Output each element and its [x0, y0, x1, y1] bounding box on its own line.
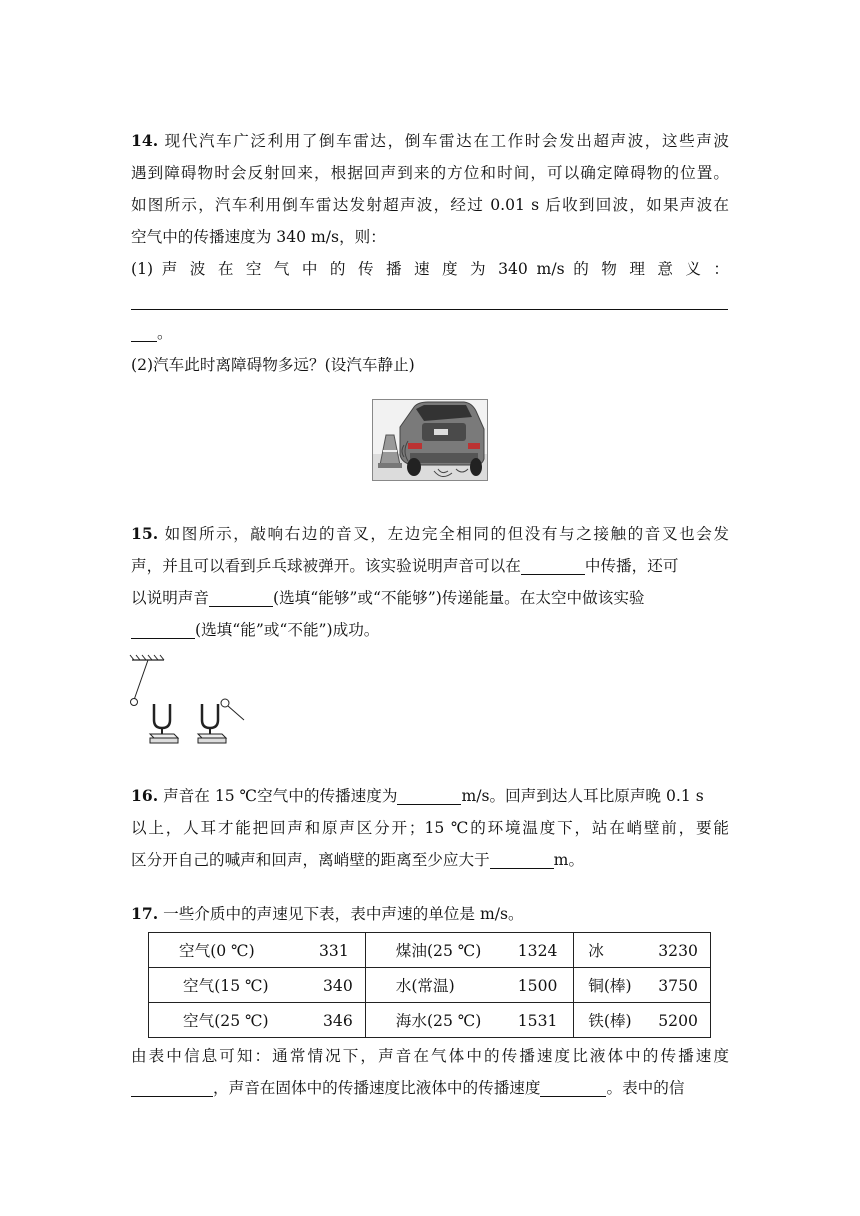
q15-line-4 — [131, 614, 729, 646]
question-14 — [131, 125, 729, 381]
question-number: 15. — [131, 524, 159, 543]
q15-text-3a: 以说明声音 — [131, 589, 209, 607]
question-number: 16. — [131, 786, 159, 805]
table-cell — [365, 1003, 574, 1038]
medium-name: 空气(0 ℃) — [179, 942, 255, 960]
medium-name: 铁(棒) — [588, 1012, 632, 1030]
medium-name: 海水(25 ℃) — [395, 1012, 482, 1030]
medium-name: 空气(25 ℃) — [183, 1012, 269, 1030]
table-row — [149, 933, 711, 968]
q16-line-2: 以上，人耳才能把回声和原声区分开；15 ℃的环境温度下，站在峭壁前，要能 — [131, 819, 729, 837]
medium-name: 煤油(25 ℃) — [395, 942, 482, 960]
q16-text-1a: 声音在 15 ℃空气中的传播速度为 — [163, 787, 398, 805]
speed-value: 331 — [319, 942, 349, 960]
medium-name: 铜(棒) — [588, 977, 632, 995]
table-cell — [149, 933, 366, 968]
q14-text-1: 现代汽车广泛利用了倒车雷达，倒车雷达在工作时会发出超声波，这些声波 — [164, 132, 729, 150]
q17-text-2b: 。表中的信 — [606, 1079, 685, 1097]
q14-answer-line[interactable] — [131, 285, 729, 317]
q14-line-1 — [131, 125, 729, 157]
q15-line-2 — [131, 550, 729, 582]
speed-value: 5200 — [658, 1012, 698, 1030]
question-number: 17. — [131, 904, 159, 923]
q17-after-line-1: 由表中信息可知：通常情况下，声音在气体中的传播速度比液体中的传播速度 — [131, 1047, 729, 1065]
q15-text-2b: 中传播，还可 — [584, 557, 679, 575]
q16-text-3b: m。 — [553, 851, 585, 869]
q15-text-4b: (选填“能”或“不能”)成功。 — [195, 621, 380, 639]
q17-intro-text: 一些介质中的声速见下表，表中声速的单位是 m/s。 — [163, 905, 524, 923]
sound-speed-table — [148, 932, 711, 1038]
question-16 — [131, 780, 729, 876]
speed-value: 3750 — [658, 977, 698, 995]
q17-after-table — [131, 1040, 729, 1104]
q14-sub-question-1: (1) 声 波 在 空 气 中 的 传 播 速 度 为 340 m/s 的 物 理 意 义 ： — [131, 260, 729, 278]
speed-value: 1324 — [517, 942, 558, 960]
speed-value: 346 — [323, 1012, 353, 1030]
question-17 — [131, 898, 729, 930]
medium-name: 冰 — [588, 942, 604, 960]
speed-value: 340 — [323, 977, 353, 995]
q17-intro — [131, 898, 729, 930]
car-reversing-radar-figure — [372, 399, 488, 481]
q15-blank-1[interactable] — [521, 556, 585, 575]
table-cell — [574, 968, 711, 1003]
speed-value: 3230 — [658, 942, 698, 960]
table-cell — [149, 1003, 366, 1038]
q15-blank-3[interactable] — [131, 620, 195, 639]
q17-text-2a: ，声音在固体中的传播速度比液体中的传播速度 — [213, 1079, 541, 1097]
q17-blank-2[interactable] — [540, 1078, 606, 1097]
q16-text-1b: m/s。回声到达人耳比原声晚 0.1 s — [461, 787, 704, 805]
q15-blank-2[interactable] — [209, 588, 273, 607]
medium-name: 水(常温) — [395, 977, 455, 995]
speed-value: 1531 — [517, 1012, 558, 1030]
q14-line-4: 空气中的传播速度为 340 m/s，则： — [131, 228, 386, 246]
table-cell — [574, 1003, 711, 1038]
q14-line-3: 如图所示，汽车利用倒车雷达发射超声波，经过 0.01 s 后收到回波，如果声波在 — [131, 196, 729, 214]
speed-value: 1500 — [517, 977, 558, 995]
table-cell — [365, 968, 574, 1003]
q15-text-1: 如图所示，敲响右边的音叉，左边完全相同的但没有与之接触的音叉也会发 — [164, 525, 729, 543]
q14-answer-line-end[interactable] — [131, 317, 729, 349]
q17-after-line-2 — [131, 1072, 729, 1104]
medium-name: 空气(15 ℃) — [183, 977, 269, 995]
q14-period: 。 — [157, 324, 173, 342]
q14-line-2: 遇到障碍物时会反射回来，根据回声到来的方位和时间，可以确定障碍物的位置。 — [131, 164, 729, 182]
q16-line-3 — [131, 844, 729, 876]
q15-text-3b: (选填“能够”或“不能够”)传递能量。在太空中做该实验 — [272, 589, 645, 607]
question-15 — [131, 518, 729, 646]
q15-line-1 — [131, 518, 729, 550]
tuning-fork-figure — [126, 654, 248, 746]
table-row — [149, 1003, 711, 1038]
q16-blank-1[interactable] — [397, 786, 461, 805]
q15-line-3 — [131, 582, 729, 614]
table-cell — [365, 933, 574, 968]
q16-line-1 — [131, 780, 729, 812]
q14-sub-question-2: (2)汽车此时离障碍物多远？(设汽车静止) — [131, 356, 415, 374]
q16-blank-2[interactable] — [490, 850, 554, 869]
table-cell — [574, 933, 711, 968]
table-row — [149, 968, 711, 1003]
table-cell — [149, 968, 366, 1003]
q15-text-2a: 声，并且可以看到乒乓球被弹开。该实验说明声音可以在 — [131, 557, 521, 575]
q16-text-3a: 区分开自己的喊声和回声，离峭壁的距离至少应大于 — [131, 851, 490, 869]
question-number: 14. — [131, 131, 159, 150]
q17-blank-1[interactable] — [131, 1078, 213, 1097]
